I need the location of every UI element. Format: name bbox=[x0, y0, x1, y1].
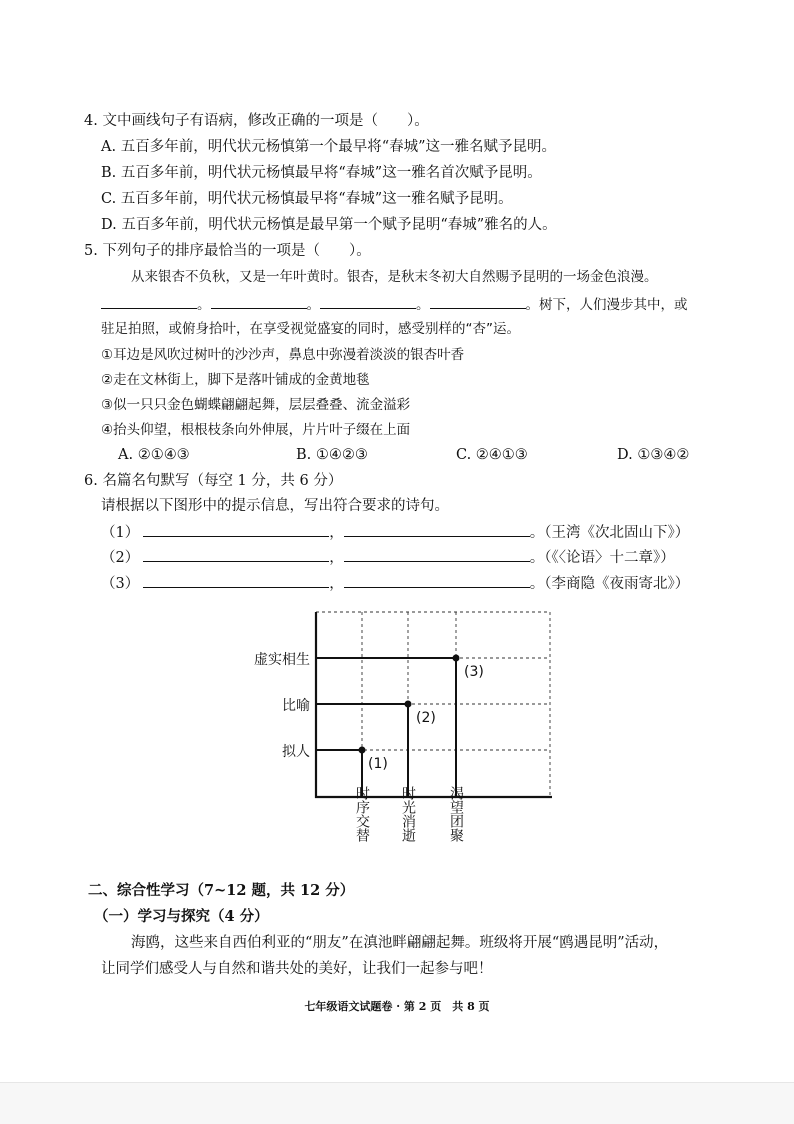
point-label-2: (2) bbox=[416, 710, 436, 726]
q5-item-1: ①耳边是风吹过树叶的沙沙声，鼻息中弥漫着淡淡的银杏叶香 bbox=[101, 347, 465, 363]
q6-instruction: 请根据以下图形中的提示信息，写出符合要求的诗句。 bbox=[101, 498, 449, 514]
q6-row-1: （1） ， 。（王湾《次北固山下》） bbox=[101, 522, 689, 542]
q5-blank-line: 。 。 。 。树下，人们漫步其中，或 bbox=[101, 294, 688, 314]
answer-blank[interactable] bbox=[101, 294, 197, 309]
q5-item-2: ②走在文林街上，脚下是落叶铺成的金黄地毯 bbox=[101, 372, 370, 388]
q5-choice-c: C. ②④①③ bbox=[456, 447, 528, 463]
x-label-2: 时光消逝 bbox=[400, 786, 416, 842]
section2-para-1: 海鸥，这些来自西伯利亚的“朋友”在滇池畔翩翩起舞。班级将开展“鸥遇昆明”活动， bbox=[131, 935, 669, 951]
q5-choice-a: A. ②①④③ bbox=[118, 447, 190, 463]
row-number: （2） bbox=[101, 550, 140, 566]
point-label-3: (3) bbox=[464, 664, 484, 680]
y-label-biyu: 比喻 bbox=[282, 698, 310, 714]
q5-intro: 从来银杏不负秋，又是一年叶黄时。银杏，是秋末冬初大自然赐予昆明的一场金色浪漫。 bbox=[131, 269, 658, 285]
row-number: （3） bbox=[101, 576, 140, 592]
q6-stem: 6. 名篇名句默写（每空 1 分，共 6 分） bbox=[84, 473, 343, 489]
y-label-niren: 拟人 bbox=[282, 744, 310, 760]
y-label-xushi: 虚实相生 bbox=[254, 652, 310, 668]
section2-para-2: 让同学们感受人与自然和谐共处的美好，让我们一起参与吧！ bbox=[101, 961, 493, 977]
answer-blank[interactable] bbox=[143, 547, 329, 562]
answer-blank[interactable] bbox=[344, 573, 530, 588]
q5-stem: 5. 下列句子的排序最恰当的一项是（ ）。 bbox=[84, 243, 371, 259]
viewer-bottom-band bbox=[0, 1082, 794, 1124]
point-label-1: (1) bbox=[368, 756, 388, 772]
q6-row-3: （3） ， 。（李商隐《夜雨寄北》） bbox=[101, 573, 689, 593]
row-source: 。（李商隐《夜雨寄北》） bbox=[529, 576, 690, 592]
answer-blank[interactable] bbox=[320, 294, 416, 309]
point-3 bbox=[453, 655, 460, 662]
q5-item-4: ④抬头仰望，根根枝条向外伸展，片片叶子缀在上面 bbox=[101, 422, 411, 438]
section2-heading: 二、综合性学习（7~12 题，共 12 分） bbox=[88, 882, 355, 899]
point-1 bbox=[359, 747, 366, 754]
q4-option-b: B. 五百多年前，明代状元杨慎最早将“春城”这一雅名首次赋予昆明。 bbox=[101, 165, 542, 181]
q5-blank-tail: 。树下，人们漫步其中，或 bbox=[525, 297, 688, 313]
answer-blank[interactable] bbox=[143, 522, 329, 537]
q4-option-d: D. 五百多年前，明代状元杨慎是最早第一个赋予昆明“春城”雅名的人。 bbox=[101, 217, 557, 233]
q4-option-c: C. 五百多年前，明代状元杨慎最早将“春城”这一雅名赋予昆明。 bbox=[101, 191, 513, 207]
answer-blank[interactable] bbox=[143, 573, 329, 588]
answer-blank[interactable] bbox=[344, 522, 530, 537]
answer-blank[interactable] bbox=[344, 547, 530, 562]
q6-row-2: （2） ， 。（《〈论语〉十二章》） bbox=[101, 547, 675, 567]
section2-subheading: （一）学习与探究（4 分） bbox=[94, 908, 269, 925]
q5-item-3: ③似一只只金色蝴蝶翩翩起舞，层层叠叠、流金溢彩 bbox=[101, 397, 411, 413]
hint-figure bbox=[240, 604, 560, 866]
q4-option-a: A. 五百多年前，明代状元杨慎第一个最早将“春城”这一雅名赋予昆明。 bbox=[101, 139, 557, 155]
row-number: （1） bbox=[101, 525, 140, 541]
q5-line3: 驻足拍照，或俯身拾叶，在享受视觉盛宴的同时，感受别样的“杏”运。 bbox=[101, 321, 520, 337]
q4-stem: 4. 文中画线句子有语病，修改正确的一项是（ ）。 bbox=[84, 113, 429, 129]
answer-blank[interactable] bbox=[430, 294, 526, 309]
answer-blank[interactable] bbox=[211, 294, 307, 309]
q5-choice-b: B. ①④②③ bbox=[296, 447, 368, 463]
step-lines bbox=[316, 658, 456, 797]
row-source: 。（王湾《次北固山下》） bbox=[529, 525, 690, 541]
row-source: 。（《〈论语〉十二章》） bbox=[529, 550, 675, 566]
q5-choice-d: D. ①③④② bbox=[617, 447, 690, 463]
point-2 bbox=[405, 701, 412, 708]
page-footer: 七年级语文试题卷 · 第 2 页 共 8 页 bbox=[304, 1000, 490, 1013]
x-label-1: 时序交替 bbox=[354, 786, 370, 842]
x-label-3: 渴望团聚 bbox=[448, 786, 464, 842]
